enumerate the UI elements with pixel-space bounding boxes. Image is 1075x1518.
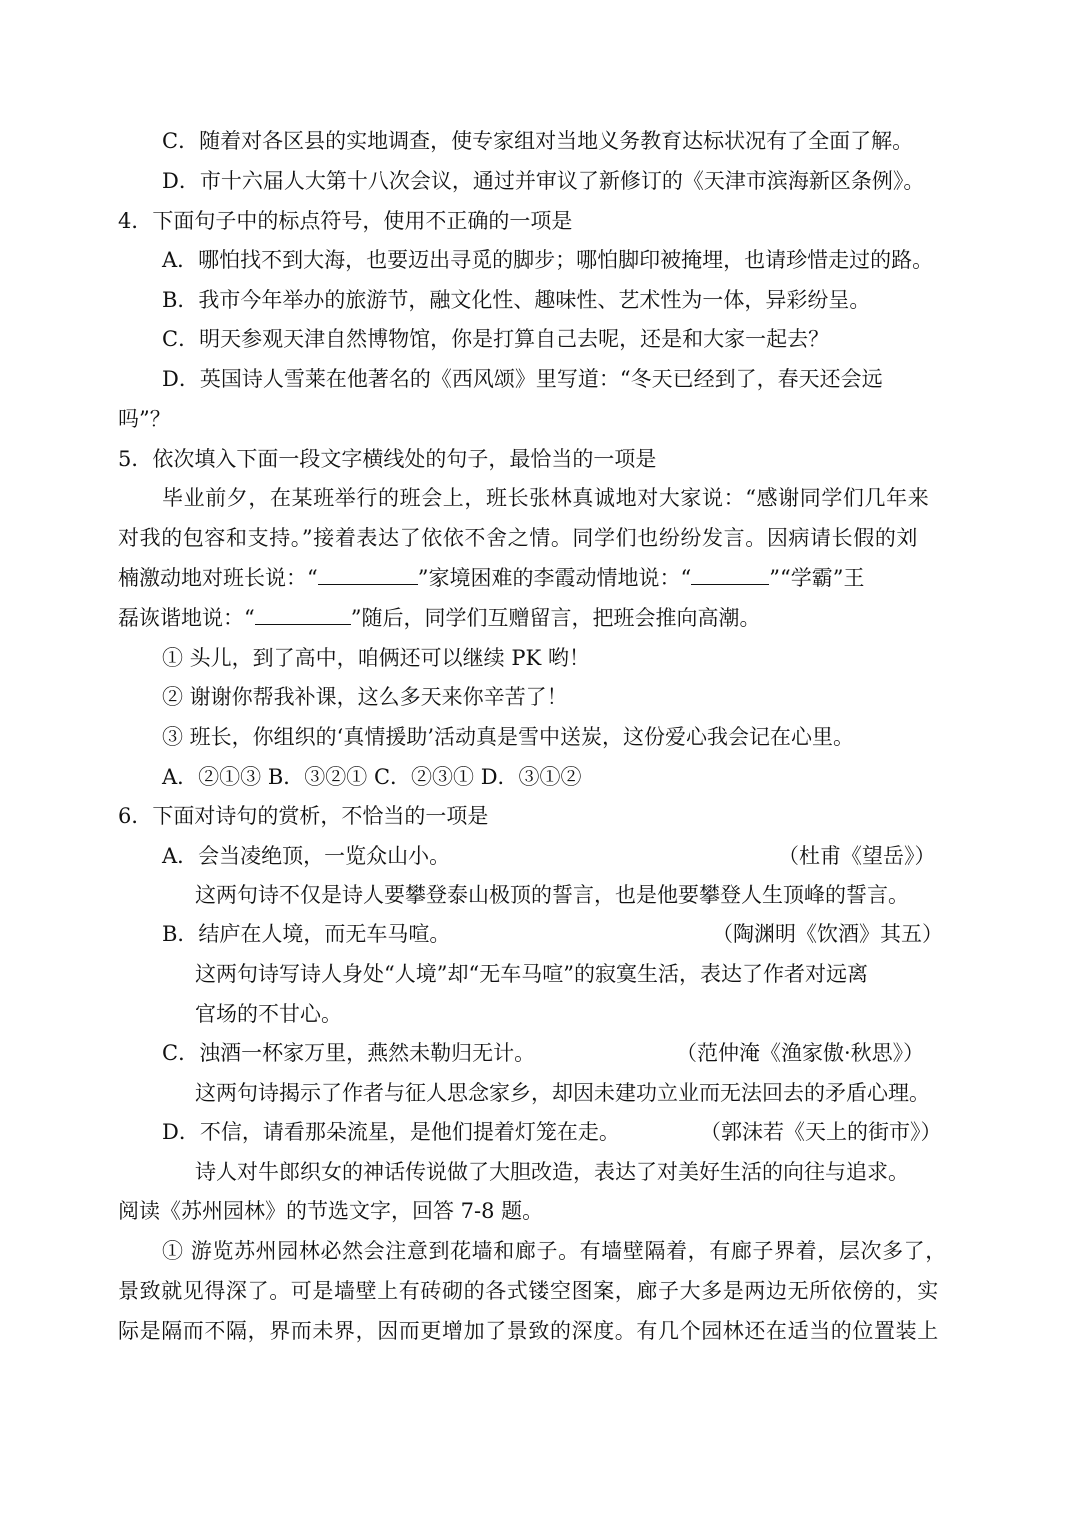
q6-option-d-poem: D．不信，请看那朵流星，是他们提着灯笼在走。 bbox=[162, 1120, 620, 1144]
reading-paragraph-line1: ① 游览苏州园林必然会注意到花墙和廊子。有墙壁隔着，有廊子界着，层次多了， bbox=[162, 1239, 947, 1263]
q6-option-a-source: （杜甫《望岳》） bbox=[778, 844, 936, 868]
q5-sentence-1: ① 头儿，到了高中，咱俩还可以继续 PK 哟！ bbox=[162, 646, 590, 670]
q3-option-d: D．市十六届人大第十八次会议，通过并审议了新修订的《天津市滨海新区条例》。 bbox=[162, 169, 925, 193]
q6-stem: 6．下面对诗句的赏析，不恰当的一项是 bbox=[118, 804, 489, 828]
q5-sentence-3: ③ 班长，你组织的‘真情援助’活动真是雪中送炭，这份爱心我会记在心里。 bbox=[162, 725, 855, 749]
q6-option-d-source: （郭沫若《天上的街市》） bbox=[700, 1120, 942, 1144]
q6-option-d-note: 诗人对牛郎织女的神话传说做了大胆改造，表达了对美好生活的向往与追求。 bbox=[195, 1160, 909, 1184]
q6-option-c-poem: C．浊酒一杯家万里，燕然未勒归无计。 bbox=[162, 1041, 536, 1065]
q6-option-c-source: （范仲淹《渔家傲·秋思》） bbox=[676, 1041, 925, 1065]
q4-option-b: B．我市今年举办的旅游节，融文化性、趣味性、艺术性为一体，异彩纷呈。 bbox=[162, 288, 871, 312]
fill-blank-2 bbox=[691, 566, 769, 585]
reading-paragraph-line2: 景致就见得深了。可是墙壁上有砖砌的各式镂空图案，廊子大多是两边无所依傍的，实 bbox=[118, 1279, 939, 1303]
q5-passage-line1: 毕业前夕，在某班举行的班会上，班长张林真诚地对大家说：“感谢同学们几年来 bbox=[162, 486, 930, 510]
q4-option-d-line1: D．英国诗人雪莱在他著名的《西风颂》里写道：“冬天已经到了，春天还会远 bbox=[162, 367, 883, 391]
q5-choices: A．②①③ B．③②① C．②③① D．③①② bbox=[162, 765, 582, 789]
q4-option-c: C．明天参观天津自然博物馆，你是打算自己去呢，还是和大家一起去？ bbox=[162, 327, 830, 351]
q6-option-b-note-line1: 这两句诗写诗人身处“人境”却“无车马喧”的寂寞生活，表达了作者对远离 bbox=[195, 962, 868, 986]
q3-option-c: C．随着对各区县的实地调查，使专家组对当地义务教育达标状况有了全面了解。 bbox=[162, 129, 914, 153]
q5-passage-line4-a: 磊诙谐地说：“ bbox=[118, 606, 255, 630]
q6-option-b-note-line2: 官场的不甘心。 bbox=[195, 1002, 342, 1026]
q4-option-d-line2: 吗”？ bbox=[118, 407, 171, 431]
q5-passage-line2: 对我的包容和支持。”接着表达了依依不舍之情。同学们也纷纷发言。因病请长假的刘 bbox=[118, 526, 919, 550]
q5-passage-line4-b: ”随后，同学们互赠留言，把班会推向高潮。 bbox=[350, 606, 761, 630]
fill-blank-3 bbox=[255, 606, 351, 625]
q6-option-a-note: 这两句诗不仅是诗人要攀登泰山极顶的誓言，也是他要攀登人生顶峰的誓言。 bbox=[195, 883, 909, 907]
reading-intro: 阅读《苏州园林》的节选文字，回答 7-8 题。 bbox=[118, 1199, 544, 1223]
q6-option-c-note: 这两句诗揭示了作者与征人思念家乡，却因未建功立业而无法回去的矛盾心理。 bbox=[195, 1081, 930, 1105]
q5-passage-line3-c: ”“学霸”王 bbox=[769, 566, 865, 590]
fill-blank-1 bbox=[318, 566, 418, 585]
q4-option-a: A．哪怕找不到大海，也要迈出寻觅的脚步；哪怕脚印被掩埋，也请珍惜走过的路。 bbox=[162, 248, 934, 272]
q6-option-b-poem: B．结庐在人境，而无车马喧。 bbox=[162, 922, 451, 946]
reading-paragraph-line3: 际是隔而不隔，界而未界，因而更增加了景致的深度。有几个园林还在适当的位置装上 bbox=[118, 1319, 939, 1343]
q5-sentence-2: ② 谢谢你帮我补课，这么多天来你辛苦了！ bbox=[162, 685, 568, 709]
q6-option-a-poem: A．会当凌绝顶，一览众山小。 bbox=[162, 844, 451, 868]
q5-passage-line3-a: 楠激动地对班长说：“ bbox=[118, 566, 318, 590]
q5-stem: 5．依次填入下面一段文字横线处的句子，最恰当的一项是 bbox=[118, 447, 657, 471]
q5-passage-line3-b: ”家境困难的李霞动情地说：“ bbox=[417, 566, 692, 590]
q5-passage-line3 bbox=[118, 565, 864, 591]
q6-option-b-source: （陶渊明《饮酒》其五） bbox=[712, 922, 943, 946]
q5-passage-line4 bbox=[118, 605, 760, 631]
q4-stem: 4．下面句子中的标点符号，使用不正确的一项是 bbox=[118, 209, 573, 233]
